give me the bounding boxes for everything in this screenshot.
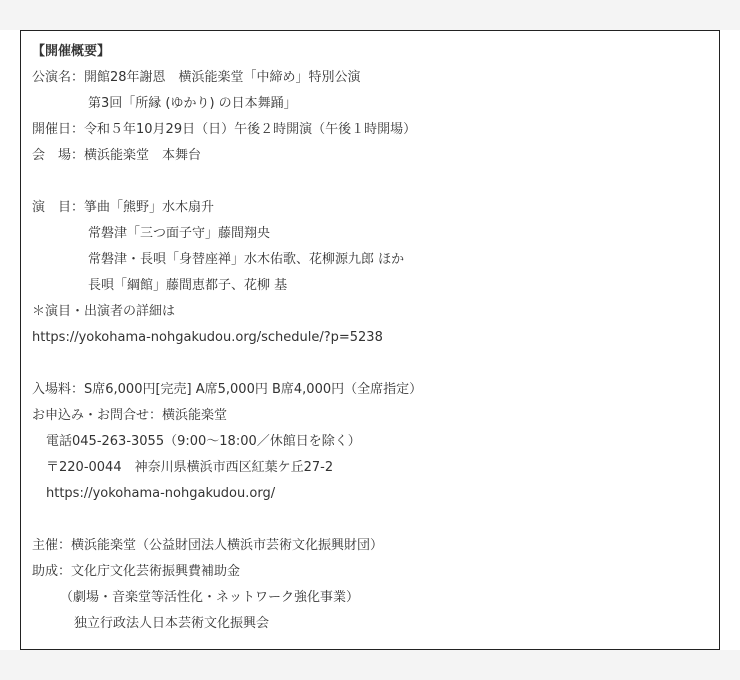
top-margin — [0, 0, 740, 30]
program-item: 長唄「綱館」藤間恵都子、花柳 基 — [88, 278, 288, 293]
performance-date: 開催日：令和５年10月29日（日）午後２時開演（午後１時開場） — [32, 122, 417, 137]
program-item: 常磐津・長唄「身替座禅」水木佑歌、花柳源九郎 ほか — [88, 252, 405, 267]
performance-subtitle: 第3回「所縁 (ゆかり) の日本舞踊」 — [88, 96, 297, 111]
bottom-margin — [0, 650, 740, 680]
website-link[interactable]: https://yokohama-nohgakudou.org/ — [46, 486, 276, 501]
details-note: ＊演目・出演者の詳細は — [32, 304, 176, 319]
program-item: 演 目：箏曲「熊野」水木扇升 — [32, 200, 215, 215]
performance-venue: 会 場：横浜能楽堂 本舞台 — [32, 148, 202, 163]
overview-heading: 【開催概要】 — [32, 44, 111, 59]
program-item: 常磐津「三つ面子守」藤間翔央 — [88, 226, 271, 241]
event-overview-box — [20, 30, 720, 650]
grant-agency: 独立行政法人日本芸術文化振興会 — [74, 616, 270, 631]
contact-address: 〒220-0044 神奈川県横浜市西区紅葉ケ丘27-2 — [46, 460, 334, 475]
schedule-link[interactable]: https://yokohama-nohgakudou.org/schedule/?p=5238 — [32, 330, 383, 345]
grant-program: （劇場・音楽堂等活性化・ネットワーク強化事業） — [60, 590, 360, 605]
contact-label: お申込み・お問合せ：横浜能楽堂 — [32, 408, 228, 423]
grant-info: 助成：文化庁文化芸術振興費補助金 — [32, 564, 241, 579]
contact-phone: 電話045-263-3055（9:00～18:00／休館日を除く） — [46, 434, 361, 449]
performance-title: 公演名：開館28年謝恩 横浜能楽堂「中締め」特別公演 — [32, 70, 361, 85]
organizer: 主催：横浜能楽堂（公益財団法人横浜市芸術文化振興財団） — [32, 538, 384, 553]
admission-fee: 入場料：S席6,000円[完売] A席5,000円 B席4,000円（全席指定） — [32, 382, 423, 397]
